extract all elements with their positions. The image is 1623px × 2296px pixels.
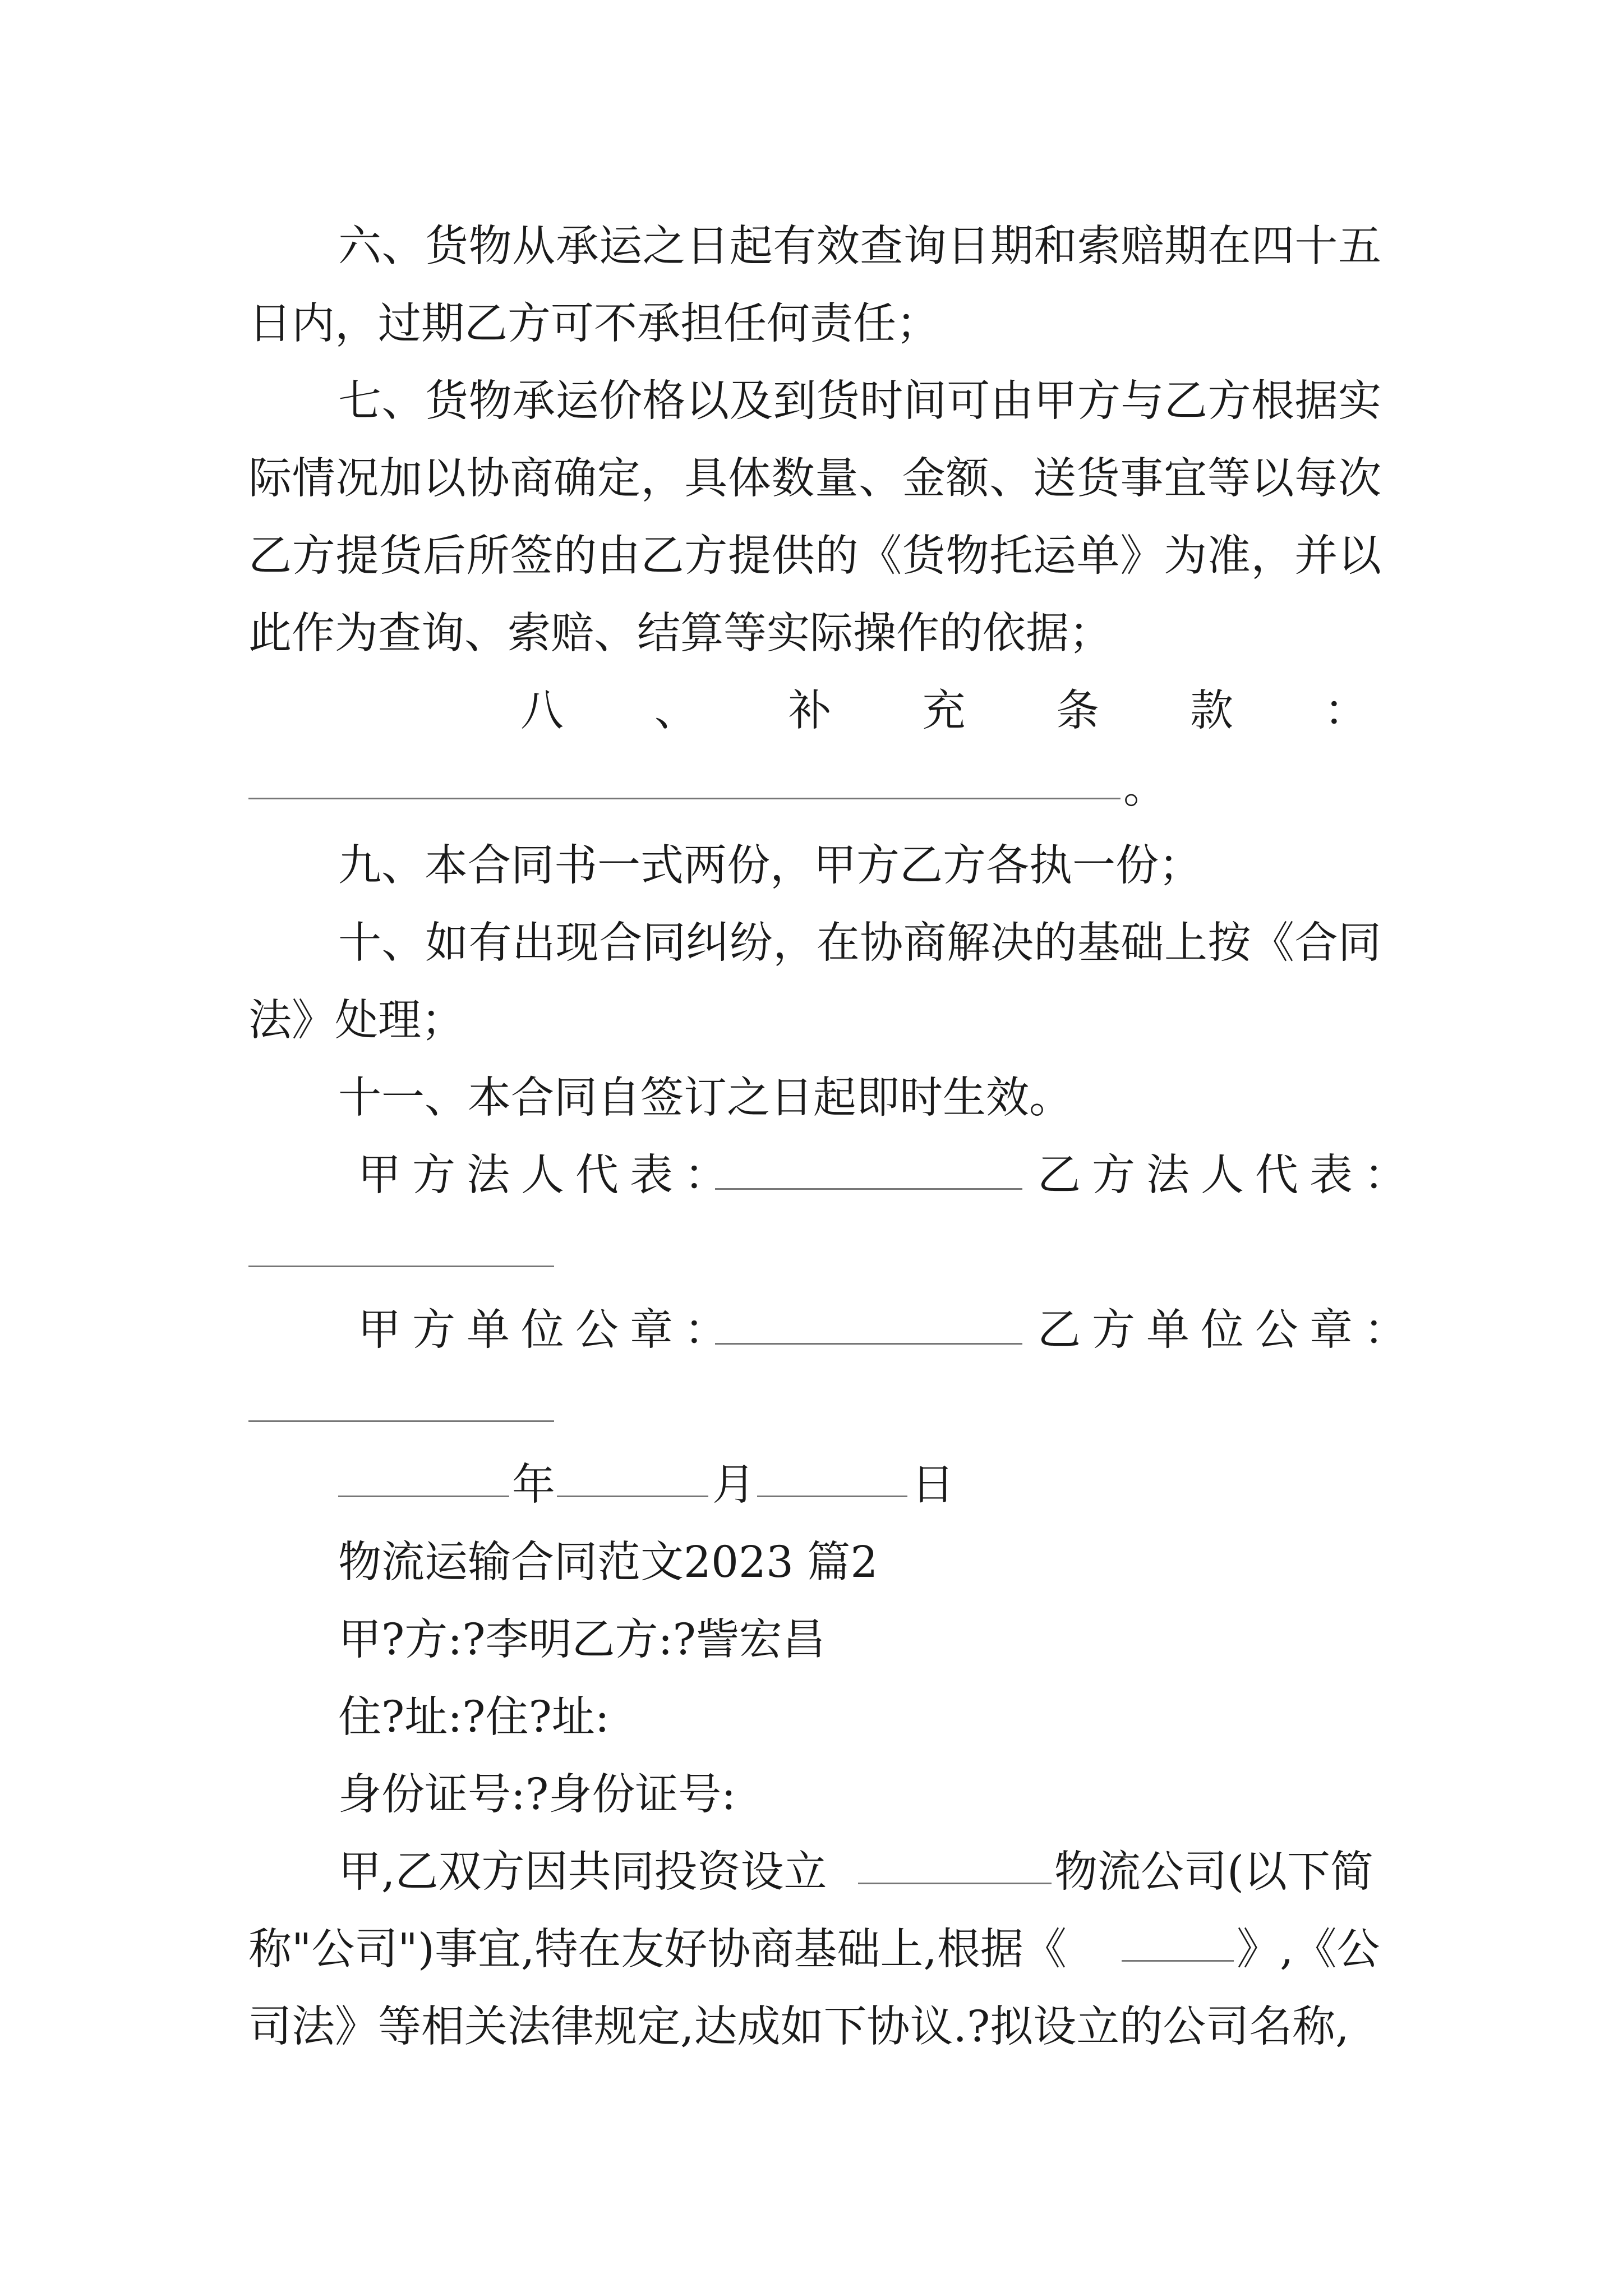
party-a-rep-label: 甲方法人代表： (358, 1151, 739, 1200)
party-a-rep-blank (715, 1188, 1022, 1190)
law-name-blank (1122, 1960, 1234, 1962)
party-b-seal-label: 乙方单位公章： (1038, 1305, 1418, 1355)
clause-7-line-2: 际情况加以协商确定，具体数量、金额、送货事宜等以每次 (248, 454, 1381, 504)
date-month-label: 月 (712, 1460, 755, 1510)
parties-names: 甲?方:?李明乙方:?訾宏昌 (338, 1615, 826, 1665)
clause-6-line-2: 日内，过期乙方可不承担任何责任； (248, 299, 939, 349)
clause-10-line-1: 十、如有出现合同纠纷，在协商解决的基础上按《合同 (338, 918, 1381, 968)
party-a-seal-label: 甲方单位公章： (358, 1305, 739, 1355)
date-month-blank (557, 1496, 708, 1497)
supplement-blank-line (248, 798, 1121, 799)
clause-7-line-3: 乙方提货后所签的由乙方提供的《货物托运单》为准，并以 (248, 531, 1381, 581)
parties-address: 住?址:?住?址: (338, 1692, 610, 1742)
section-2-title: 物流运输合同范文2023 篇2 (338, 1538, 878, 1588)
agreement-line-2-part-2: 》,《公 (1237, 1925, 1380, 1975)
clause-8-period: 。 (1123, 763, 1166, 813)
agreement-intro-part-1: 甲,乙双方因共同投资设立 (338, 1847, 827, 1897)
agreement-line-3: 司法》等相关法律规定,达成如下协议.?拟设立的公司名称, (248, 2002, 1349, 2052)
clause-7-line-4: 此作为查询、索赔、结算等实际操作的依据； (248, 609, 1112, 659)
clause-9: 九、本合同书一式两份，甲方乙方各执一份； (338, 841, 1202, 891)
date-day-label: 日 (911, 1460, 955, 1510)
clause-11: 十一、本合同自签订之日起即时生效。 (338, 1073, 1072, 1123)
party-b-seal-blank (248, 1420, 554, 1422)
party-a-seal-blank (715, 1343, 1022, 1345)
company-name-blank (858, 1883, 1052, 1884)
clause-10-line-2: 法》处理； (248, 996, 464, 1046)
agreement-intro-part-2: 物流公司(以下简 (1054, 1847, 1374, 1897)
party-b-rep-blank (248, 1266, 554, 1267)
parties-id-number: 身份证号:?身份证号: (338, 1770, 736, 1820)
agreement-line-2-part-1: 称"公司")事宜,特在友好协商基础上,根据《 (248, 1925, 1067, 1975)
party-b-rep-label: 乙方法人代表： (1038, 1151, 1418, 1200)
date-day-blank (757, 1496, 907, 1497)
clause-6-line-1: 六、货物从承运之日起有效查询日期和索赔期在四十五 (338, 222, 1381, 272)
clause-8-heading: 八、补充条款： (520, 686, 1367, 736)
clause-7-line-1: 七、货物承运价格以及到货时间可由甲方与乙方根据实 (338, 376, 1381, 426)
date-year-blank (338, 1496, 509, 1497)
date-year-label: 年 (512, 1460, 555, 1510)
